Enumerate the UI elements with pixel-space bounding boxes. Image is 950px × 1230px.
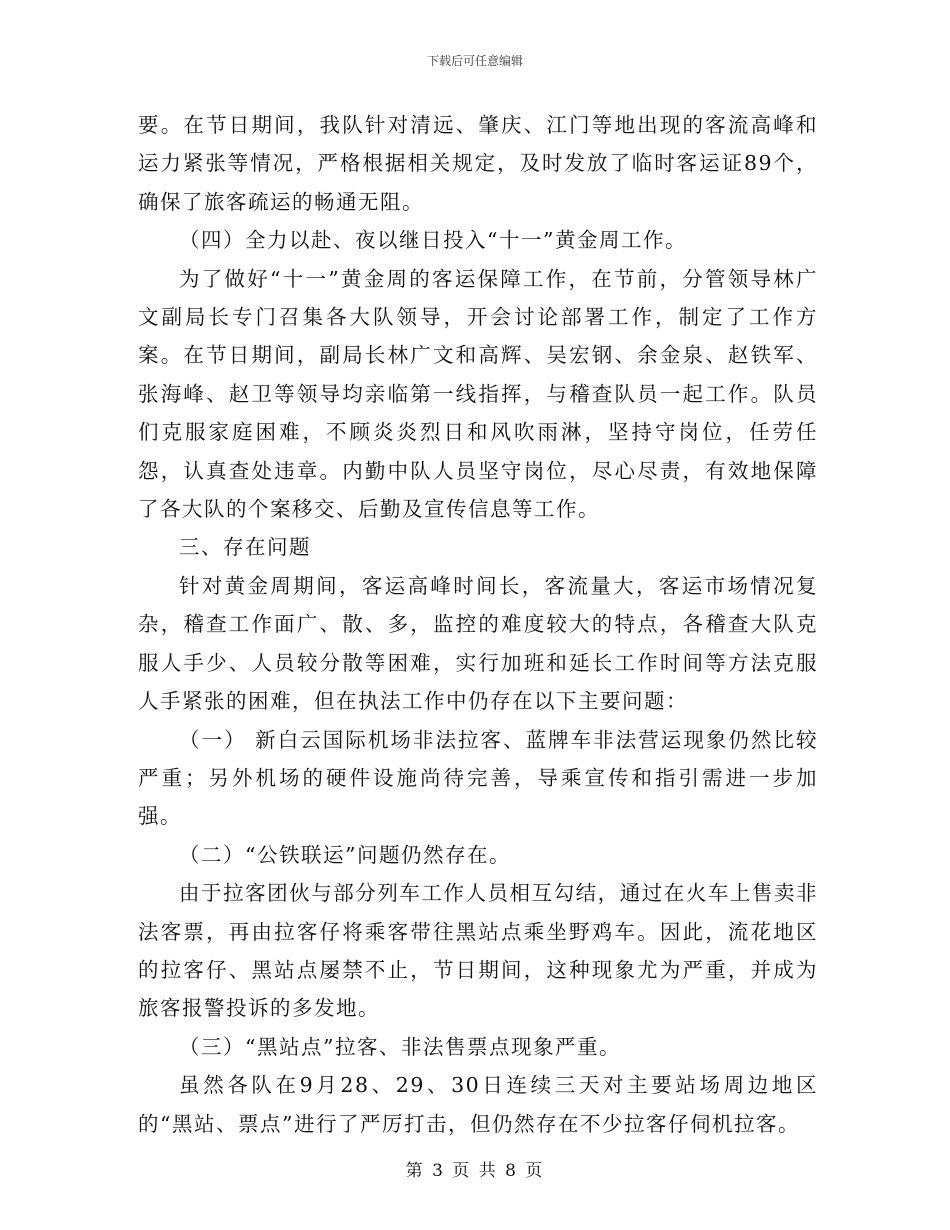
paragraph-black-stations: 虽然各队在9月28、29、30日连续三天对主要站场周边地区的“黑站、票点”进行了严厉打击，但仍然存在不少拉客仔伺机拉客。 (138, 1073, 818, 1136)
document-body (138, 106, 818, 1143)
problem-item-1: （一） 新白云国际机场非法拉客、蓝牌车非法营运现象仍然比较严重；另外机场的硬件设施尚待完善，导乘宣传和指引需进一步加强。 (138, 727, 818, 829)
page-header-note: 下载后可任意编辑 (426, 54, 523, 68)
section-heading-problems: 三、存在问题 (179, 535, 311, 560)
paragraph-problems-intro: 针对黄金周期间，客运高峰时间长，客流量大，客运市场情况复杂，稽查工作面广、散、多，监控的难度较大的特点，各稽查大队克服人手少、人员较分散等困难，实行加班和延长工作时间等方法克服人手紧张的困难，但在执法工作中仍存在以下主要问题： (138, 573, 818, 714)
paragraph-rail-road: 由于拉客团伙与部分列车工作人员相互勾结，通过在火车上售卖非法客票，再由拉客仔将乘客带往黑站点乘坐野鸡车。因此，流花地区的拉客仔、黑站点屡禁不止，节日期间，这种现象尤为严重，并成为旅客报警投诉的多发地。 (138, 881, 818, 1021)
paragraph-continuation: 要。在节日期间，我队针对清远、肇庆、江门等地出现的客流高峰和运力紧张等情况，严格根据相关规定，及时发放了临时客运证89个，确保了旅客疏运的畅通无阻。 (138, 113, 818, 214)
problem-heading-2: （二）“公铁联运”问题仍然存在。 (179, 842, 511, 867)
problem-heading-3: （三）“黑站点”拉客、非法售票点现象严重。 (179, 1034, 621, 1059)
paragraph-golden-week-work: 为了做好“十一”黄金周的客运保障工作，在节前，分管领导林广文副局长专门召集各大队领导，开会讨论部署工作，制定了工作方案。在节日期间，副局长林广文和高辉、吴宏钢、余金泉、赵铁军、张海峰、赵卫等领导均亲临第一线指挥，与稽查队员一起工作。队员们克服家庭困难，不顾炎炎烈日和风吹雨淋，坚持守岗位，任劳任怨，认真查处违章。内勤中队人员坚守岗位，尽心尽责，有效地保障了各大队的个案移交、后勤及宣传信息等工作。 (138, 266, 818, 522)
section-heading-4: （四）全力以赴、夜以继日投入“十一”黄金周工作。 (179, 228, 687, 253)
page-number: 第 3 页 共 8 页 (405, 1161, 545, 1181)
